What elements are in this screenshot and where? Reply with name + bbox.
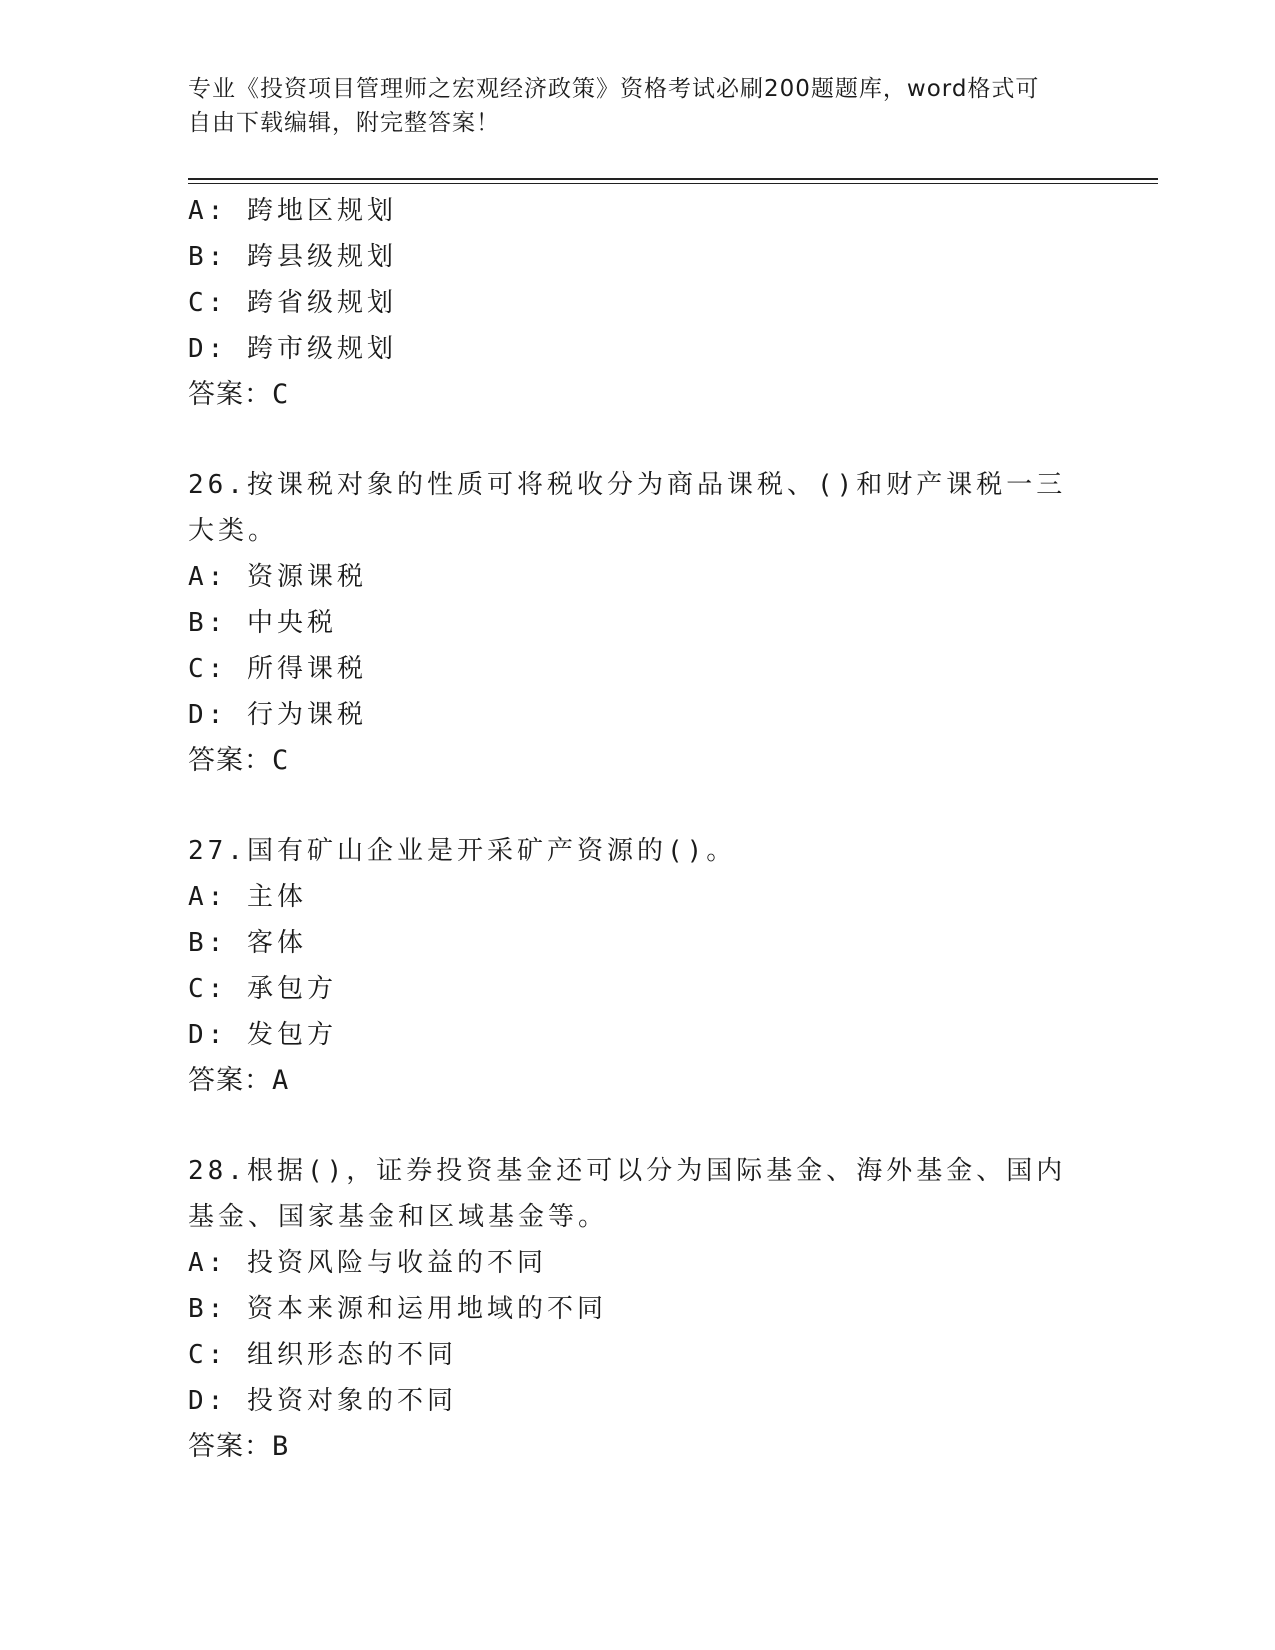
- option-c: C: 跨省级规划: [188, 288, 397, 318]
- answer-value: C: [272, 745, 290, 776]
- question-list: [188, 188, 1088, 1470]
- option-d: D: 发包方: [188, 1020, 337, 1050]
- answer-value: C: [272, 379, 290, 410]
- option-b: B: 跨县级规划: [188, 242, 397, 272]
- header-line-2: 自由下载编辑，附完整答案！: [188, 110, 500, 136]
- option-c: C: 承包方: [188, 974, 337, 1004]
- option-b: B: 中央税: [188, 608, 337, 638]
- header-divider: [188, 178, 1158, 184]
- answer-line: [188, 738, 1088, 784]
- option-b: B: 客体: [188, 928, 307, 958]
- question-26: [188, 462, 1088, 784]
- option-c: C: 所得课税: [188, 654, 367, 684]
- option-d: D: 投资对象的不同: [188, 1386, 457, 1416]
- answer-label: 答案：: [188, 1065, 272, 1096]
- question-28: [188, 1148, 1088, 1470]
- header-line-1: 专业《投资项目管理师之宏观经济政策》资格考试必刷200题题库，word格式可: [188, 76, 1040, 102]
- question-27: [188, 828, 1088, 1104]
- question-stem: 28.根据()，证券投资基金还可以分为国际基金、海外基金、国内基金、国家基金和区域基金等。: [188, 1156, 1067, 1232]
- answer-value: B: [272, 1431, 290, 1462]
- option-a: A: 主体: [188, 882, 307, 912]
- answer-label: 答案：: [188, 1431, 272, 1462]
- question-stem: 27.国有矿山企业是开采矿产资源的()。: [188, 836, 737, 866]
- option-a: A: 资源课税: [188, 562, 367, 592]
- question-25-continued: [188, 188, 1088, 418]
- answer-line: [188, 1058, 1088, 1104]
- document-header: [188, 72, 1068, 140]
- answer-label: 答案：: [188, 745, 272, 776]
- option-b: B: 资本来源和运用地域的不同: [188, 1294, 607, 1324]
- answer-line: [188, 372, 1088, 418]
- question-stem: 26.按课税对象的性质可将税收分为商品课税、()和财产课税一三大类。: [188, 470, 1067, 546]
- answer-line: [188, 1424, 1088, 1470]
- option-a: A: 跨地区规划: [188, 196, 397, 226]
- option-a: A: 投资风险与收益的不同: [188, 1248, 547, 1278]
- option-d: D: 跨市级规划: [188, 334, 397, 364]
- answer-label: 答案：: [188, 379, 272, 410]
- option-d: D: 行为课税: [188, 700, 367, 730]
- option-c: C: 组织形态的不同: [188, 1340, 457, 1370]
- answer-value: A: [272, 1065, 290, 1096]
